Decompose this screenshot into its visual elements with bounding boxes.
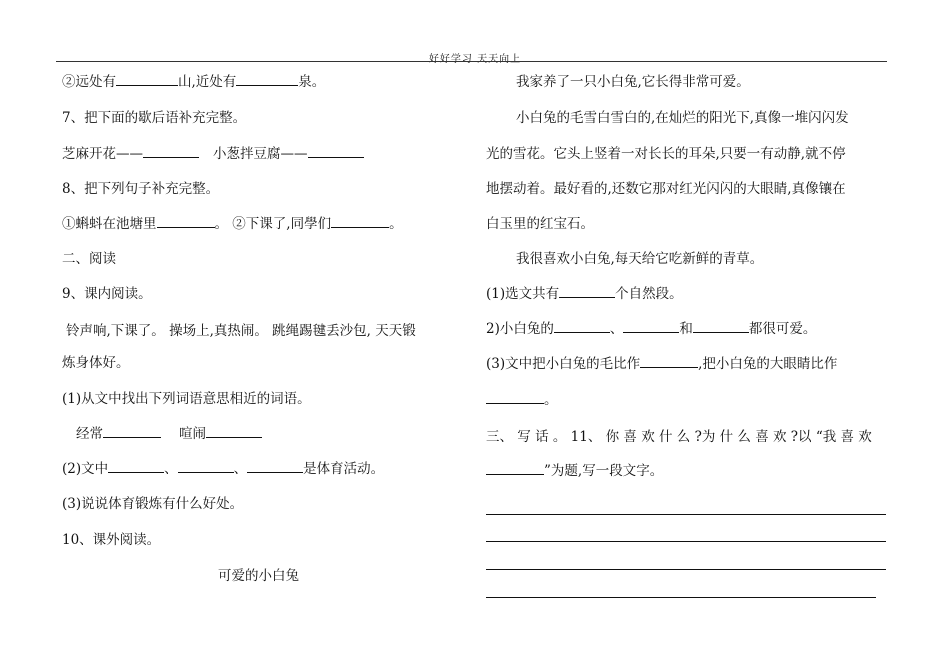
page-header: 好好学习 天天向上: [428, 54, 522, 65]
sq3-text-b: ,把小白兔的大眼睛比作: [698, 356, 838, 372]
sq3-text-a: (3)文中把小白兔的毛比作: [486, 356, 641, 372]
story-title: 可爱的小白兔: [218, 568, 299, 584]
answer-blank[interactable]: [206, 425, 262, 438]
writing-line[interactable]: [486, 569, 886, 570]
section-3-line-1: 三、 写 话 。 11、 你 喜 欢 什 么 ?为 什 么 喜 欢 ?以 “我 喜 欢: [486, 429, 872, 445]
answer-blank[interactable]: [559, 285, 615, 298]
question-9-3: (3)说说体育锻炼有什么好处。: [62, 496, 244, 512]
answer-blank[interactable]: [143, 145, 199, 158]
q8-text-c: 。: [389, 216, 403, 232]
word-a: 经常: [76, 426, 103, 442]
answer-blank[interactable]: [308, 145, 364, 158]
sq2-text-c: 和: [679, 321, 693, 337]
story-paragraph-2-line-3: 地摆动着。最好看的,还数它那对红光闪闪的大眼睛,真像镶在: [486, 181, 846, 197]
story-question-2: [486, 320, 816, 338]
q6-2-text-b: 山,近处有: [178, 74, 237, 90]
q9-2-text-a: (2)文中: [62, 461, 109, 477]
writing-line[interactable]: [486, 541, 886, 542]
question-7-line: [62, 145, 364, 163]
story-paragraph-1: 我家养了一只小白兔,它长得非常可爱。: [516, 74, 750, 90]
answer-blank[interactable]: [103, 425, 161, 438]
question-9-1: (1)从文中找出下列词语意思相近的词语。: [62, 391, 311, 407]
section-2-heading: 二、阅读: [62, 251, 116, 267]
question-8-title: 8、把下列句子补充完整。: [62, 181, 220, 197]
q6-2-text-a: ②远处有: [62, 74, 116, 90]
story-paragraph-3: 我很喜欢小白兔,每天给它吃新鲜的青草。: [516, 251, 764, 267]
q9-2-text-d: 是体育活动。: [303, 461, 385, 477]
sq1-text-a: (1)选文共有: [486, 286, 560, 302]
writing-line[interactable]: [486, 597, 876, 598]
answer-blank[interactable]: [693, 320, 749, 333]
story-question-3-line-2: [486, 391, 558, 409]
section-3-line-2: [486, 462, 663, 480]
question-7-title: 7、把下面的歇后语补充完整。: [62, 110, 247, 126]
question-10-title: 10、课外阅读。: [62, 532, 161, 548]
passage-1-line-1: 铃声响,下课了。 操场上,真热闹。 跳绳踢毽丢沙包, 天天锻: [66, 323, 416, 339]
sq2-text-d: 都很可爱。: [748, 321, 817, 337]
answer-blank[interactable]: [554, 320, 610, 333]
answer-blank[interactable]: [116, 73, 178, 86]
sq2-text-b: 、: [609, 321, 624, 337]
question-6-2: [62, 73, 325, 91]
question-9-2: [62, 460, 384, 478]
q8-text-a: ①蝌蚪在池塘里: [62, 216, 157, 232]
answer-blank[interactable]: [486, 462, 544, 475]
story-paragraph-2-line-1: 小白兔的毛雪白雪白的,在灿烂的阳光下,真像一堆闪闪发: [516, 110, 849, 126]
story-paragraph-2-line-4: 白玉里的红宝石。: [486, 216, 594, 232]
sq1-text-b: 个自然段。: [615, 286, 683, 302]
story-question-1: [486, 285, 683, 303]
passage-1-line-2: 炼身体好。: [62, 355, 130, 371]
sq3-text-c: 。: [544, 392, 558, 408]
word-b: 喧闹: [179, 426, 206, 442]
answer-blank[interactable]: [178, 460, 234, 473]
q7-text-a: 芝麻开花——: [62, 146, 143, 162]
q7-text-b: 小葱拌豆腐——: [213, 146, 308, 162]
story-question-3-line-1: [486, 355, 837, 373]
answer-blank[interactable]: [331, 215, 389, 228]
header-divider: [56, 61, 887, 62]
answer-blank[interactable]: [640, 355, 698, 368]
q9-2-text-c: 、: [233, 461, 248, 477]
section-3-text: ”为题,写一段文字。: [544, 463, 664, 479]
question-8-line: [62, 215, 403, 233]
writing-line[interactable]: [486, 514, 886, 515]
story-paragraph-2-line-2: 光的雪花。它头上竖着一对长长的耳朵,只要一有动静,就不停: [486, 146, 846, 162]
q6-2-text-c: 泉。: [298, 74, 326, 90]
q9-2-text-b: 、: [164, 461, 178, 477]
answer-blank[interactable]: [486, 391, 544, 404]
answer-blank[interactable]: [108, 460, 164, 473]
answer-blank[interactable]: [247, 460, 303, 473]
answer-blank[interactable]: [157, 215, 215, 228]
answer-blank[interactable]: [623, 320, 679, 333]
answer-blank[interactable]: [236, 73, 298, 86]
question-9-1-words: [76, 425, 262, 443]
sq2-text-a: 2)小白兔的: [486, 321, 554, 337]
question-9-title: 9、课内阅读。: [62, 286, 152, 302]
q8-text-b: 。 ②下课了,同學们: [214, 216, 332, 232]
